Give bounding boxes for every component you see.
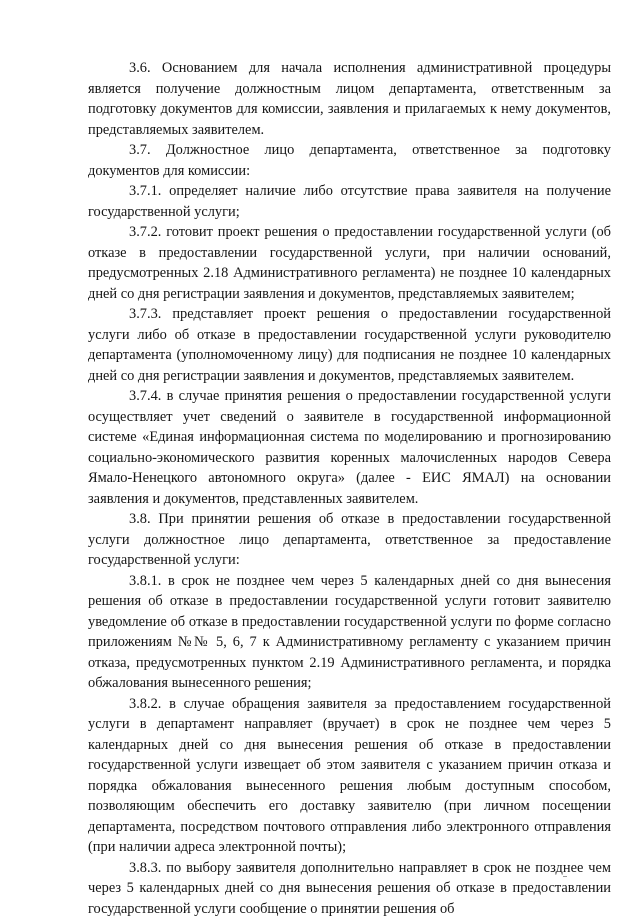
paragraph-3-7-4: 3.7.4. в случае принятия решения о предоставлении государственной услуги осуществляет учет сведений о заявителе в государственной информационной системе «Единая информационная система по моделированию и прогнозированию социально-экономического развития коренных малочисленных народов Севера Ямало-Ненецкого автономного округа» (далее - ЕИС ЯМАЛ) на основании заявления и документов, представленных заявителем. [88, 386, 611, 509]
scan-speck [563, 876, 567, 877]
paragraph-3-7-2: 3.7.2. готовит проект решения о предоставлении государственной услуги (об отказе в предоставлении государственной услуги, при наличии оснований, предусмотренных 2.18 Административного регламента) не позднее 10 календарных дней со дня регистрации заявления и документов, представляемых заявителем; [88, 222, 611, 304]
paragraph-3-8-2: 3.8.2. в случае обращения заявителя за предоставлением государственной услуги в департамент направляет (вручает) в срок не позднее чем через 5 календарных дней со дня вынесения решения об отказе в предоставлении государственной услуги извещает об этом заявителя с указанием причин отказа и порядка обжалования вынесенного решения любым доступным способом, позволяющим обеспечить его доставку заявителю (при личном посещении департамента, посредством почтового отправления либо электронного отправления (при наличии адреса электронной почты); [88, 694, 611, 858]
paragraph-3-8-1: 3.8.1. в срок не позднее чем через 5 календарных дней со дня вынесения решения об отказе в предоставлении государственной услуги готовит заявителю уведомление об отказе в предоставлении государственной услуги по форме согласно приложениям №№ 5, 6, 7 к Административному регламенту с указанием причин отказа, предусмотренных пунктом 2.19 Административного регламента, и порядка обжалования вынесенного решения; [88, 571, 611, 694]
document-page [88, 58, 611, 919]
paragraph-3-6: 3.6. Основанием для начала исполнения административной процедуры является получение должностным лицом департамента, ответственным за подготовку документов для комиссии, заявления и прилагаемых к нему документов, представляемых заявителем. [88, 58, 611, 140]
paragraph-3-7: 3.7. Должностное лицо департамента, ответственное за подготовку документов для комиссии: [88, 140, 611, 181]
paragraph-3-8-3: 3.8.3. по выбору заявителя дополнительно направляет в срок не позднее чем через 5 календарных дней со дня вынесения решения об отказе в предоставлении государственной услуги сообщение о принятии решения об [88, 858, 611, 919]
paragraph-3-7-1: 3.7.1. определяет наличие либо отсутствие права заявителя на получение государственной услуги; [88, 181, 611, 222]
paragraph-3-8: 3.8. При принятии решения об отказе в предоставлении государственной услуги должностное лицо департамента, ответственное за предоставление государственной услуги: [88, 509, 611, 571]
paragraph-3-7-3: 3.7.3. представляет проект решения о предоставлении государственной услуги либо об отказе в предоставлении государственной услуги руководителю департамента (уполномоченному лицу) для подписания не позднее 10 календарных дней со дня регистрации заявления и документов, представляемых заявителем. [88, 304, 611, 386]
